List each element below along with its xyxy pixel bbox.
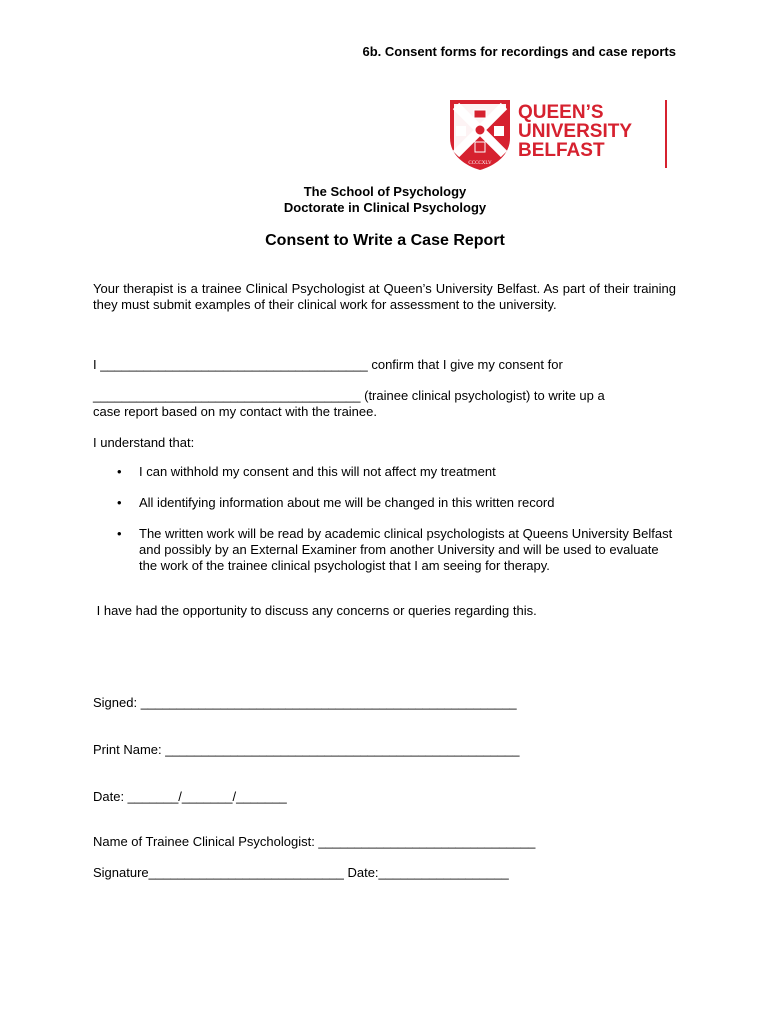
understanding-list (117, 464, 677, 589)
school-name: The School of Psychology (303, 184, 467, 199)
logo-line-3: BELFAST (518, 140, 605, 161)
logo-divider (665, 100, 667, 168)
date-field[interactable]: Date: _______/_______/_______ (93, 789, 287, 804)
form-title: Consent to Write a Case Report (265, 232, 505, 249)
bullet-icon: • (117, 526, 122, 541)
trainee-name-field[interactable]: Name of Trainee Clinical Psychologist: ______________________________ (93, 834, 536, 849)
intro-paragraph: Your therapist is a trainee Clinical Psychologist at Queen’s University Belfast. As part of their training they must submit examples of their clinical work for assessment to the university. (93, 281, 676, 312)
consent-line-2[interactable]: _____________________________________ (trainee clinical psychologist) to write up a (93, 388, 605, 403)
signed-field[interactable]: Signed: ____________________________________________________ (93, 695, 517, 710)
understand-heading: I understand that: (93, 435, 195, 450)
consent-line-3: case report based on my contact with the trainee. (93, 404, 377, 419)
logo-line-2: UNIVERSITY (518, 121, 633, 142)
list-item-text: I can withhold my consent and this will not affect my treatment (139, 464, 496, 479)
list-item (117, 464, 677, 480)
svg-text:CCCCXLV: CCCCXLV (468, 161, 492, 166)
logo-line-1: QUEEN’S (518, 102, 604, 123)
trainee-signature-field[interactable]: Signature___________________________ Date:__________________ (93, 865, 509, 880)
list-item-text: All identifying information about me will be changed in this written record (139, 495, 555, 510)
programme-name: Doctorate in Clinical Psychology (283, 200, 487, 215)
list-item-text: The written work will be read by academic clinical psychologists at Queens University Belfast and possibly by an External Examiner from another University and will be used to evaluate the work of the trainee clinical psychologist that I am seeing for therapy. (139, 526, 673, 573)
crest-icon (450, 100, 510, 170)
queens-university-logo (448, 98, 678, 172)
section-reference: 6b. Consent forms for recordings and case reports (362, 44, 676, 59)
consent-line-1[interactable]: I _____________________________________ confirm that I give my consent for (93, 357, 563, 372)
bullet-icon: • (117, 464, 122, 479)
bullet-icon: • (117, 495, 122, 510)
opportunity-statement: I have had the opportunity to discuss any concerns or queries regarding this. (93, 603, 537, 618)
print-name-field[interactable]: Print Name: _________________________________________________ (93, 742, 520, 757)
list-item (117, 526, 677, 574)
list-item (117, 495, 677, 511)
